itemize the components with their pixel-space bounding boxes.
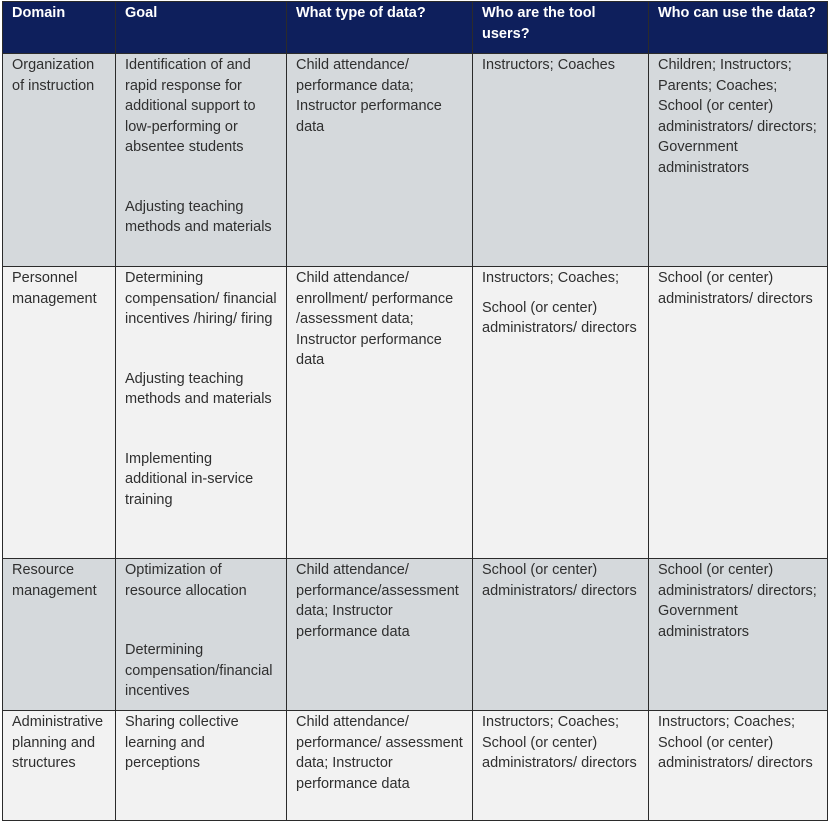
header-domain: Domain bbox=[3, 2, 116, 54]
cell-domain: Resource management bbox=[3, 559, 116, 711]
cell-data-users: School (or center) administrators/ directors; Government administrators bbox=[649, 559, 828, 711]
cell-data-type: Child attendance/ performance/assessment data; Instructor performance data bbox=[287, 559, 473, 711]
goal-item: Sharing collective learning and perceptions bbox=[125, 714, 239, 771]
goal-item: Optimization of resource allocation bbox=[125, 562, 247, 599]
header-data-users: Who can use the data? bbox=[649, 2, 828, 54]
goal-item: Identification of and rapid response for additional support to low-performing or absentee students bbox=[125, 57, 256, 155]
tool-user-item: School (or center) administrators/ directors bbox=[482, 299, 637, 336]
cell-data-users: School (or center) administrators/ directors bbox=[649, 267, 828, 559]
goal-item: Determining compensation/financial incentives bbox=[125, 642, 273, 699]
header-row bbox=[3, 2, 828, 54]
cell-goal bbox=[116, 559, 287, 711]
goal-item: Adjusting teaching methods and materials bbox=[125, 370, 272, 407]
tool-user-item: Instructors; Coaches bbox=[482, 57, 615, 73]
header-goal: Goal bbox=[116, 2, 287, 54]
cell-goal bbox=[116, 267, 287, 559]
cell-tool-users bbox=[473, 267, 649, 559]
goal-item: Adjusting teaching methods and materials bbox=[125, 198, 272, 235]
cell-goal bbox=[116, 711, 287, 821]
cell-data-users: Children; Instructors; Parents; Coaches; School (or center) administrators/ directors; Government administrators bbox=[649, 54, 828, 267]
cell-domain: Organization of instruction bbox=[3, 54, 116, 267]
cell-goal bbox=[116, 54, 287, 267]
goal-item: Determining compensation/ financial incentives /hiring/ firing bbox=[125, 270, 277, 327]
table-row bbox=[3, 711, 828, 821]
cell-domain: Personnel management bbox=[3, 267, 116, 559]
table-row bbox=[3, 267, 828, 559]
cell-data-type: Child attendance/ enrollment/ performance /assessment data; Instructor performance data bbox=[287, 267, 473, 559]
cell-data-type: Child attendance/ performance/ assessment data; Instructor performance data bbox=[287, 711, 473, 821]
cell-data-users: Instructors; Coaches; School (or center) administrators/ directors bbox=[649, 711, 828, 821]
cell-domain: Administrative planning and structures bbox=[3, 711, 116, 821]
data-use-table bbox=[2, 1, 828, 821]
cell-tool-users bbox=[473, 559, 649, 711]
tool-user-item: School (or center) administrators/ directors bbox=[482, 562, 637, 599]
cell-tool-users bbox=[473, 54, 649, 267]
header-data-type: What type of data? bbox=[287, 2, 473, 54]
table-row bbox=[3, 54, 828, 267]
goal-item: Implementing additional in-service training bbox=[125, 450, 254, 508]
tool-user-item: Instructors; Coaches; bbox=[482, 270, 619, 286]
cell-tool-users bbox=[473, 711, 649, 821]
table-row bbox=[3, 559, 828, 711]
header-tool-users: Who are the tool users? bbox=[473, 2, 649, 54]
cell-data-type: Child attendance/ performance data; Instructor performance data bbox=[287, 54, 473, 267]
tool-user-item: Instructors; Coaches; School (or center) administrators/ directors bbox=[482, 714, 637, 771]
